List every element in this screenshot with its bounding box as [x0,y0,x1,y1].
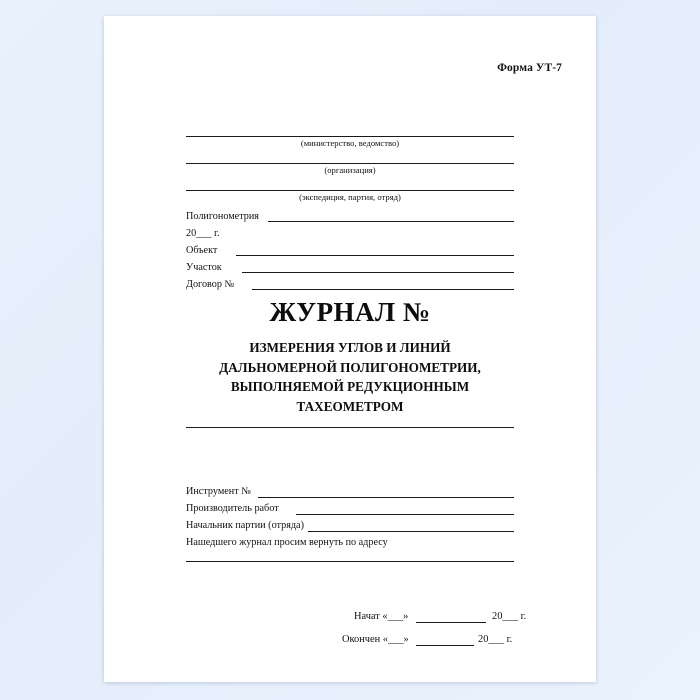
footer-rule-producer [296,514,514,515]
footer-rule-chief [308,531,514,532]
document-title: ЖУРНАЛ № [269,297,431,327]
document-content [104,16,596,682]
ministry-caption: (министерство, ведомство) [300,138,400,148]
footer-rule-instrument [258,497,514,498]
date-finished-rule [416,645,474,646]
field-rule-contract [252,289,514,290]
field-rule-object [236,255,514,256]
field-label-site: Участок [186,262,222,273]
field-label-polygonometry: Полигонометрия [186,211,259,222]
expedition-rule [186,190,514,191]
date-started-year: 20___ г. [492,611,527,622]
field-rule-polygonometry [268,221,514,222]
footer-label-producer: Производитель работ [186,503,279,514]
organization-rule [186,163,514,164]
field-label-year: 20___ г. [186,228,220,239]
subtitle-divider-rule [186,427,514,428]
footer-label-chief: Начальник партии (отряда) [186,520,304,531]
date-finished-year: 20___ г. [478,634,513,645]
footer-rule-return-address [186,561,514,562]
date-started-rule [416,622,486,623]
ministry-rule [186,136,514,137]
document-subtitle [104,338,596,416]
expedition-caption: (экспедиция, партия, отряд) [299,192,401,202]
date-started-label: Начат «___» [354,611,409,622]
footer-label-instrument: Инструмент № [186,486,251,497]
field-label-contract: Договор № [186,279,235,290]
subtitle-line-1: ИЗМЕРЕНИЯ УГЛОВ И ЛИНИЙ [249,340,451,355]
field-label-object: Объект [186,245,218,256]
field-rule-site [242,272,514,273]
form-code: Форма УТ-7 [497,62,562,74]
document-page [104,16,596,682]
subtitle-line-3: ВЫПОЛНЯЕМОЙ РЕДУКЦИОННЫМ [230,379,470,394]
organization-caption: (организация) [324,165,376,175]
date-finished-label: Окончен «___» [342,634,409,645]
subtitle-line-4: ТАХЕОМЕТРОМ [296,398,404,414]
footer-label-return-address: Нашедшего журнал просим вернуть по адресу [186,537,388,548]
subtitle-line-2: ДАЛЬНОМЕРНОЙ ПОЛИГОНОМЕТРИИ, [219,359,481,375]
